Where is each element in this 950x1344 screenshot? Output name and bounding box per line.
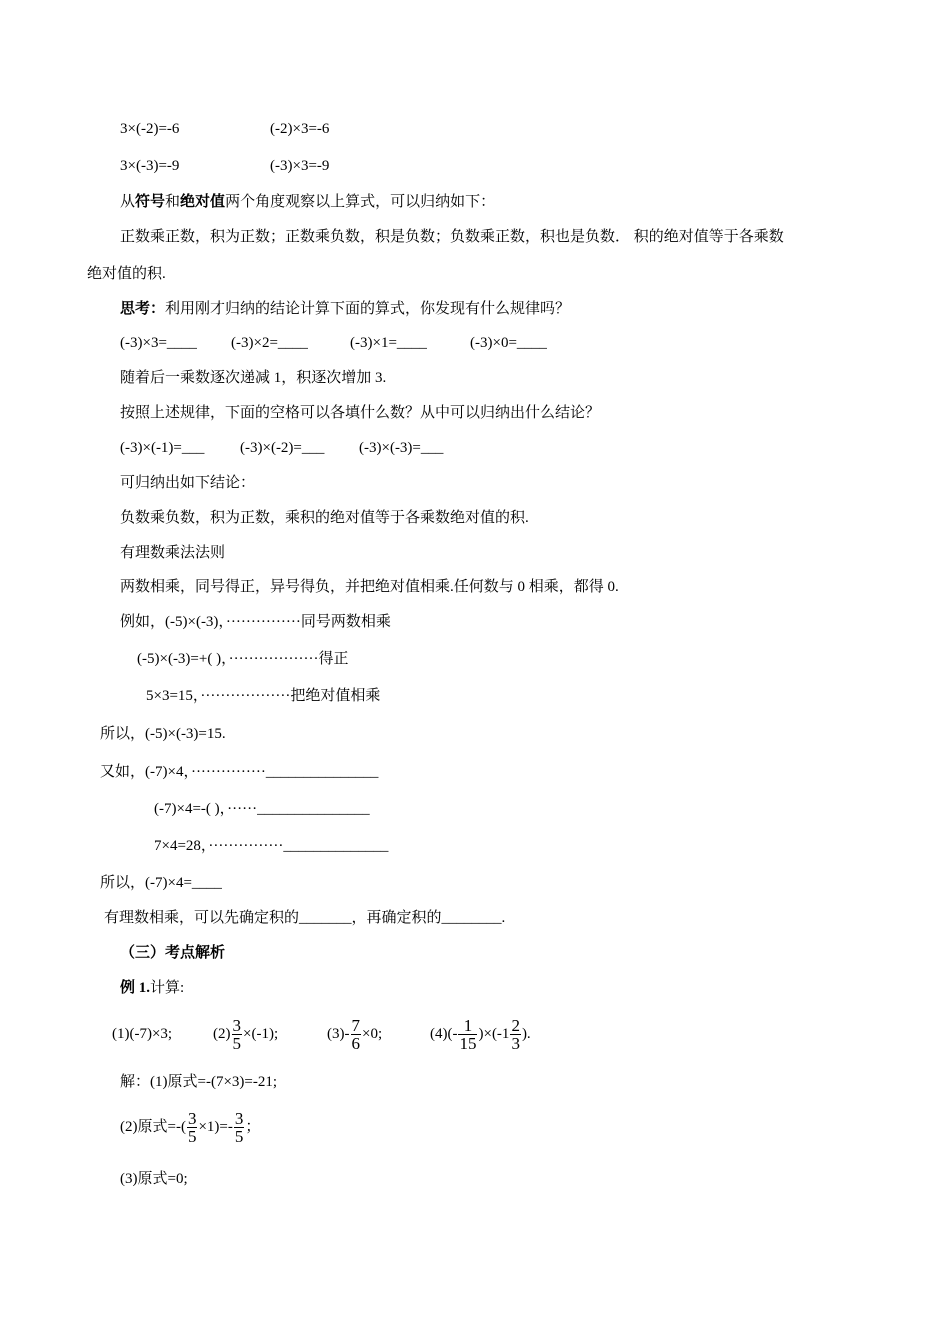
example-line: 5×3=15，··················把绝对值相乘 xyxy=(146,688,381,704)
equation-line: 3×(-2)=-6 xyxy=(120,121,180,137)
example-heading: 例 1.计算: xyxy=(120,980,185,996)
observation-line: 从符号和绝对值两个角度观察以上算式，可以归纳如下： xyxy=(120,194,496,210)
fraction: $\frac{1}{15}$ xyxy=(459,1015,477,1053)
paragraph-line: 绝对值的积. xyxy=(87,266,166,282)
example-line: (-5)×(-3)=+( )，··················得正 xyxy=(137,651,349,667)
paragraph-line: 可归纳出如下结论： xyxy=(120,475,256,491)
solution-line: 解：(1)原式=-(7×3)=-21; xyxy=(120,1074,278,1090)
solution-line: (3)原式=0; xyxy=(120,1171,188,1187)
problem-3: (3)- $\frac{7}{6}$ ×0; xyxy=(327,1015,383,1053)
problem-1: (1)(-7)×3; xyxy=(112,1026,173,1042)
equation-line: (-3)×1=____ xyxy=(350,335,427,351)
solution-line: (2)原式=-( $\frac{3}{5}$ ×1)=- $\frac{3}{5}$ ； xyxy=(120,1108,261,1146)
paragraph-line: 两数相乘，同号得正，异号得负，并把绝对值相乘.任何数与 0 相乘，都得 0. xyxy=(120,579,619,595)
think-line: 思考：利用刚才归纳的结论计算下面的算式，你发现有什么规律吗？ xyxy=(120,301,571,317)
paragraph-line: 正数乘正数，积为正数；正数乘负数，积是负数；负数乘正数，积也是负数． 积的绝对值等于各乘数 xyxy=(120,229,784,245)
equation-line: (-3)×(-3)=___ xyxy=(359,440,444,456)
example-line: 7×4=28，···············______________ xyxy=(154,838,389,854)
example-line: 所以，(-5)×(-3)=15. xyxy=(100,726,226,742)
equation-line: (-3)×(-2)=___ xyxy=(240,440,325,456)
fraction: $\frac{7}{6}$ xyxy=(351,1015,360,1053)
fraction: $\frac{3}{5}$ xyxy=(234,1108,244,1146)
problem-4: (4)(- $\frac{1}{15}$ )×(-1 $\frac{2}{3}$ ). xyxy=(430,1015,531,1053)
equation-line: (-3)×3=-9 xyxy=(270,158,330,174)
fraction: $\frac{3}{5}$ xyxy=(187,1108,197,1146)
example-line: 例如，(-5)×(-3)，···············同号两数相乘 xyxy=(120,614,391,630)
example-line: 又如，(-7)×4，···············_______________ xyxy=(100,764,379,780)
equation-line: (-3)×2=____ xyxy=(231,335,308,351)
paragraph-line: 有理数乘法法则 xyxy=(120,545,226,561)
example-line: (-7)×4=-( )，······_______________ xyxy=(154,801,370,817)
example-line: 所以，(-7)×4=____ xyxy=(100,875,222,891)
equation-line: (-3)×(-1)=___ xyxy=(120,440,205,456)
equation-line: (-3)×0=____ xyxy=(470,335,547,351)
fill-blank-line: 有理数相乘，可以先确定积的_______，再确定积的________. xyxy=(104,910,506,926)
equation-line: (-2)×3=-6 xyxy=(270,121,330,137)
fraction: $\frac{2}{3}$ xyxy=(511,1015,520,1053)
problem-2: (2) $\frac{3}{5}$ ×(-1); xyxy=(213,1015,279,1053)
fraction: $\frac{3}{5}$ xyxy=(232,1015,241,1053)
equation-line: 3×(-3)=-9 xyxy=(120,158,180,174)
equation-line: (-3)×3=____ xyxy=(120,335,197,351)
paragraph-line: 按照上述规律，下面的空格可以各填什么数？从中可以归纳出什么结论？ xyxy=(120,405,601,421)
paragraph-line: 随着后一乘数逐次递减 1，积逐次增加 3. xyxy=(120,370,387,386)
paragraph-line: 负数乘负数，积为正数，乘积的绝对值等于各乘数绝对值的积. xyxy=(120,510,529,526)
section-heading: （三）考点解析 xyxy=(120,945,226,961)
